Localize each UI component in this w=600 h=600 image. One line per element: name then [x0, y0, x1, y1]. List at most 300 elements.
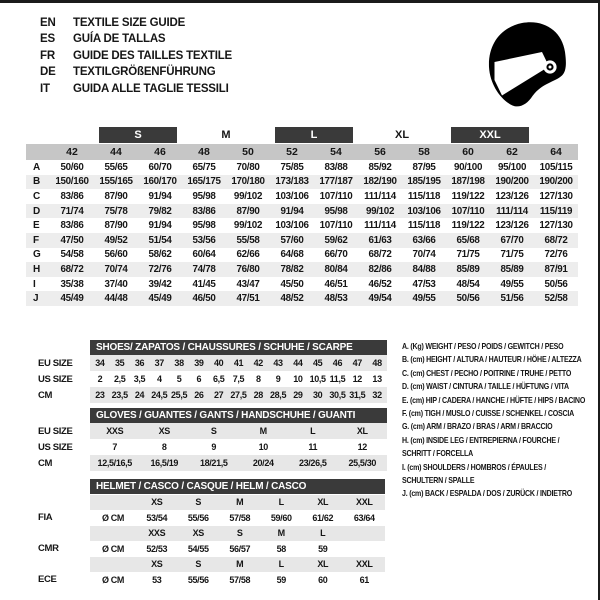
- shoes-cell: 48: [367, 355, 387, 371]
- measurement-cell: 49/52: [104, 234, 128, 246]
- measurement-row: [26, 218, 578, 233]
- size-number-cell: 52: [270, 144, 314, 160]
- measurement-cell: 83/86: [60, 190, 84, 202]
- measurement-cell: 84/88: [412, 263, 436, 275]
- shoes-cell: 10: [293, 374, 303, 384]
- measurement-cell: 182/190: [363, 176, 397, 188]
- shoes-cell: 37: [149, 355, 169, 371]
- language-row: [40, 64, 232, 80]
- helmet-size-cell: M: [219, 495, 261, 511]
- measurement-cell: 85/92: [368, 161, 392, 173]
- measurement-cell: 105/115: [539, 161, 573, 173]
- size-number-cell: 48: [182, 144, 226, 160]
- racing-helmet-icon: [486, 19, 570, 116]
- measurement-cell: 68/72: [368, 249, 392, 261]
- measurement-cell: 185/195: [407, 176, 441, 188]
- helmet-value-cell: 57/58: [229, 574, 251, 585]
- shoes-cell: 41: [229, 355, 249, 371]
- helmet-table: [28, 479, 385, 588]
- language-code: IT: [40, 82, 50, 95]
- size-group-label: M: [221, 129, 231, 141]
- language-code: EN: [40, 17, 56, 29]
- shoes-table: [28, 339, 387, 403]
- shoes-cell: 28: [248, 387, 268, 403]
- gloves-cell: 25,5/30: [338, 455, 388, 471]
- size-group-row: [26, 127, 578, 144]
- gloves-row: [28, 423, 387, 439]
- helmet-size-cell: M: [261, 526, 303, 542]
- gloves-cell: XS: [140, 423, 190, 439]
- helmet-size-cell: S: [178, 557, 220, 573]
- legend-line: SCHRITT / FORCELLA: [402, 448, 474, 459]
- shoes-cell: 24,5: [149, 387, 169, 403]
- measurement-cell: 123/126: [495, 190, 529, 202]
- measurement-cell: 37/40: [104, 278, 128, 290]
- measurement-cell: 58/62: [148, 249, 172, 261]
- helmet-value-row: [28, 572, 385, 588]
- shoes-cell: 39: [189, 355, 209, 371]
- measurement-cell: 82/86: [368, 263, 392, 275]
- helmet-value-cell: 59: [318, 543, 328, 554]
- spacer-cell: [534, 127, 578, 144]
- row-label: US SIZE: [28, 371, 90, 387]
- shoes-cell: 46: [328, 355, 348, 371]
- language-code: FR: [40, 49, 55, 62]
- language-row: [40, 15, 232, 31]
- measurement-cell: 50/56: [544, 278, 568, 290]
- legend-line: F. (cm) TIGH / MUSLO / CUISSE / SCHENKEL / COSCIA: [402, 408, 575, 419]
- legend-line: H. (cm) INSIDE LEG / ENTREPIERNA / FOURCHE /: [402, 434, 560, 445]
- measurement-cell: 79/82: [148, 205, 172, 217]
- size-number-cell: 44: [94, 144, 138, 160]
- size-group-cell: [358, 127, 446, 144]
- measurement-cell: 66/70: [324, 249, 348, 261]
- shoes-cell: 24: [130, 387, 150, 403]
- shoes-cell: 7,5: [232, 374, 245, 384]
- row-letter: D: [33, 205, 40, 217]
- size-number-cell: 54: [314, 144, 358, 160]
- helmet-size-cell: XXL: [344, 495, 386, 511]
- measurement-cell: 49/54: [368, 293, 392, 305]
- language-row: [40, 81, 232, 97]
- helmet-size-cell: XL: [302, 495, 344, 511]
- helmet-value-cell: 58: [276, 543, 286, 554]
- gloves-cell: 11: [308, 442, 318, 452]
- helmet-size-cell: XL: [302, 557, 344, 573]
- measurement-cell: 103/106: [275, 220, 309, 232]
- spacer-cell: [26, 127, 94, 144]
- measurement-cell: 35/38: [60, 278, 84, 290]
- size-group-cell: [270, 127, 358, 144]
- row-letter: C: [33, 190, 40, 202]
- gloves-cell: 16,5/19: [140, 455, 190, 471]
- measurement-cell: 75/78: [104, 205, 128, 217]
- measurement-cell: 51/54: [148, 234, 172, 246]
- spacer-cell: [28, 407, 90, 423]
- helmet-value-row: [28, 510, 385, 526]
- measurement-cell: 76/80: [236, 263, 260, 275]
- language-title: TEXTILE SIZE GUIDE: [73, 17, 186, 29]
- measurement-cell: 119/122: [451, 220, 485, 232]
- measurement-cell: 70/74: [412, 249, 436, 261]
- measurement-cell: 173/183: [275, 176, 309, 188]
- measurement-cell: 71/74: [60, 205, 84, 217]
- measurement-cell: 48/52: [280, 293, 304, 305]
- measurement-cell: 60/70: [148, 161, 172, 173]
- shoes-row: [28, 355, 387, 371]
- measurement-cell: 87/95: [412, 161, 436, 173]
- measurement-cell: 57/60: [280, 234, 304, 246]
- measurement-legend: [402, 340, 598, 501]
- gloves-cell: 8: [161, 442, 167, 452]
- row-letter: J: [33, 293, 39, 305]
- measurement-cell: 78/82: [280, 263, 304, 275]
- language-code: ES: [40, 33, 55, 46]
- shoes-title-cell: [90, 339, 387, 355]
- measurement-cell: 127/130: [539, 220, 573, 232]
- measurement-row: [26, 175, 578, 190]
- measurement-cell: 160/170: [143, 176, 177, 188]
- helmet-value-cell: [344, 541, 386, 557]
- measurement-cell: 43/47: [236, 278, 260, 290]
- textile-size-table: [26, 127, 578, 306]
- helmet-value-cell: 56/57: [229, 543, 251, 554]
- measurement-row: [26, 160, 578, 175]
- shoes-cell: 5: [176, 374, 182, 384]
- diameter-unit: Ø CM: [101, 574, 125, 585]
- language-title: TEXTILGRÖßENFÜHRUNG: [73, 66, 216, 79]
- spacer-cell: [90, 557, 136, 573]
- measurement-cell: 177/187: [319, 176, 353, 188]
- measurement-cell: 99/102: [233, 220, 263, 232]
- gloves-cell: 10: [258, 442, 268, 452]
- diameter-unit: Ø CM: [101, 543, 125, 554]
- helmet-size-cell: XXL: [344, 557, 386, 573]
- row-label: US SIZE: [28, 439, 90, 455]
- helmet-title-row: [28, 479, 385, 495]
- measurement-cell: 103/106: [407, 205, 441, 217]
- legend-line: G. (cm) ARM / BRAZO / BRAS / ARM / BRACCIO: [402, 421, 553, 432]
- measurement-cell: 90/100: [453, 161, 483, 173]
- row-label: EU SIZE: [28, 355, 90, 371]
- gloves-cell: 12,5/16,5: [90, 455, 140, 471]
- size-group-cell: [446, 127, 534, 144]
- measurement-cell: 72/76: [544, 249, 568, 261]
- measurement-cell: 111/114: [364, 220, 396, 232]
- measurement-cell: 107/110: [319, 220, 353, 232]
- measurement-row: [26, 248, 578, 263]
- shoes-cell: 30,5: [328, 387, 348, 403]
- gloves-cell: L: [288, 423, 338, 439]
- helmet-size-cell: XXS: [136, 526, 178, 542]
- measurement-cell: 111/114: [364, 190, 396, 202]
- gloves-cell: XXS: [90, 423, 140, 439]
- gloves-title-row: [28, 407, 387, 423]
- measurement-cell: 71/75: [500, 249, 524, 261]
- measurement-cell: 45/49: [60, 293, 84, 305]
- helmet-value-cell: 54/55: [187, 543, 209, 554]
- shoes-cell: 31,5: [347, 387, 367, 403]
- measurement-cell: 64/68: [280, 249, 304, 261]
- measurement-row: [26, 189, 578, 204]
- size-number-cell: 42: [50, 144, 94, 160]
- measurement-cell: 49/55: [500, 278, 524, 290]
- measurement-cell: 165/175: [187, 176, 221, 188]
- shoes-cell: 2,5: [113, 374, 126, 384]
- helmet-value-cell: 52/53: [146, 543, 168, 554]
- shoes-cell: 6: [196, 374, 202, 384]
- spacer-cell: [28, 526, 90, 542]
- shoes-cell: 2: [97, 374, 103, 384]
- size-number-cell: 62: [490, 144, 534, 160]
- measurement-cell: 87/91: [544, 263, 568, 275]
- measurement-cell: 91/94: [148, 190, 172, 202]
- measurement-cell: 95/98: [192, 190, 216, 202]
- gloves-title: GLOVES / GUANTES / GANTS / HANDSCHUHE / GUANTI: [90, 408, 387, 423]
- shoes-cell: 12: [352, 374, 362, 384]
- measurement-cell: 95/98: [324, 205, 348, 217]
- measurement-cell: 47/51: [236, 293, 260, 305]
- legend-line: J. (cm) BACK / ESPALDA / DOS / ZURÜCK / INDIETRO: [402, 488, 573, 499]
- helmet-size-cell: L: [261, 557, 303, 573]
- corner-cell: [26, 144, 50, 160]
- measurement-cell: 56/60: [104, 249, 128, 261]
- gloves-row: [28, 439, 387, 455]
- measurement-cell: 91/94: [280, 205, 304, 217]
- helmet-value-cell: 61/62: [312, 512, 334, 523]
- measurement-cell: 53/56: [192, 234, 216, 246]
- spacer-cell: [28, 495, 90, 511]
- helmet-value-cell: 55/56: [187, 574, 209, 585]
- measurement-cell: 83/86: [192, 205, 216, 217]
- row-label: EU SIZE: [28, 423, 90, 439]
- shoes-cell: 32: [367, 387, 387, 403]
- helmet-size-cell: XS: [136, 557, 178, 573]
- measurement-cell: 87/90: [104, 220, 128, 232]
- size-group-label: XL: [395, 129, 410, 141]
- spacer-cell: [28, 557, 90, 573]
- shoes-cell: 8: [255, 374, 261, 384]
- size-number-row: [26, 144, 578, 160]
- shoes-cell: 3,5: [133, 374, 146, 384]
- gloves-cell: M: [239, 423, 289, 439]
- measurement-cell: 123/126: [495, 220, 529, 232]
- gloves-title-cell: [90, 407, 387, 423]
- shoes-cell: 6,5: [212, 374, 225, 384]
- shoes-cell: 34: [90, 355, 110, 371]
- shoes-cell: 9: [275, 374, 281, 384]
- measurement-cell: 155/165: [99, 176, 133, 188]
- measurement-cell: 51/56: [500, 293, 524, 305]
- standard-label: FIA: [28, 510, 90, 526]
- size-group-band: XXL: [451, 127, 529, 143]
- measurement-cell: 46/51: [324, 278, 348, 290]
- measurement-cell: 60/64: [192, 249, 216, 261]
- measurement-cell: 91/94: [148, 220, 172, 232]
- measurement-row: [26, 277, 578, 292]
- legend-line: B. (cm) HEIGHT / ALTURA / HAUTEUR / HÖHE / ALTEZZA: [402, 354, 582, 365]
- measurement-cell: 83/86: [60, 220, 84, 232]
- measurement-cell: 63/66: [412, 234, 436, 246]
- helmet-value-cell: 55/56: [187, 512, 209, 523]
- shoes-cell: 36: [130, 355, 150, 371]
- gloves-cell: XL: [338, 423, 388, 439]
- shoes-cell: 28,5: [268, 387, 288, 403]
- spacer-cell: [28, 479, 90, 495]
- language-list: [40, 15, 232, 97]
- shoes-cell: 26: [189, 387, 209, 403]
- legend-line: D. (cm) WAIST / CINTURA / TAILLE / HÜFTUNG / VITA: [402, 381, 569, 392]
- measurement-cell: 67/70: [500, 234, 524, 246]
- language-row: [40, 31, 232, 47]
- gloves-cell: S: [189, 423, 239, 439]
- measurement-cell: 190/200: [495, 176, 529, 188]
- standard-label: ECE: [28, 572, 90, 588]
- helmet-value-cell: 60: [318, 574, 328, 585]
- row-letter: F: [33, 234, 39, 246]
- measurement-cell: 85/89: [456, 263, 480, 275]
- measurement-cell: 55/58: [236, 234, 260, 246]
- legend-line: SCHULTERN / SPALLE: [402, 475, 475, 486]
- measurement-cell: 47/53: [412, 278, 436, 290]
- measurement-cell: 68/72: [544, 234, 568, 246]
- helmet-title: HELMET / CASCO / CASQUE / HELM / CASCO: [90, 479, 385, 494]
- measurement-cell: 52/58: [544, 293, 568, 305]
- helmet-size-cell: L: [302, 526, 344, 542]
- size-number-cell: 64: [534, 144, 578, 160]
- measurement-cell: 39/42: [148, 278, 172, 290]
- measurement-cell: 80/84: [324, 263, 348, 275]
- helmet-size-row: [28, 557, 385, 573]
- measurement-cell: 71/75: [456, 249, 480, 261]
- shoes-cell: 44: [288, 355, 308, 371]
- size-group-cell: [182, 127, 270, 144]
- measurement-cell: 70/74: [104, 263, 128, 275]
- gloves-cell: 9: [211, 442, 217, 452]
- measurement-cell: 111/114: [496, 205, 528, 217]
- measurement-cell: 48/53: [324, 293, 348, 305]
- helmet-value-cell: 57/58: [229, 512, 251, 523]
- measurement-cell: 190/200: [539, 176, 573, 188]
- measurement-cell: 150/160: [55, 176, 89, 188]
- measurement-cell: 54/58: [60, 249, 84, 261]
- shoes-cell: 25,5: [169, 387, 189, 403]
- measurement-cell: 85/89: [500, 263, 524, 275]
- helmet-value-cell: 61: [359, 574, 369, 585]
- shoes-cell: 38: [169, 355, 189, 371]
- measurement-row: [26, 291, 578, 306]
- shoes-cell: 23: [90, 387, 110, 403]
- language-title: GUÍA DE TALLAS: [73, 33, 166, 46]
- measurement-cell: 107/110: [451, 205, 485, 217]
- helmet-value-cell: 53/54: [146, 512, 168, 523]
- gloves-table: [28, 407, 387, 471]
- measurement-cell: 187/198: [451, 176, 485, 188]
- shoes-title: SHOES/ ZAPATOS / CHAUSSURES / SCHUHE / SCARPE: [90, 340, 387, 355]
- measurement-cell: 47/50: [60, 234, 84, 246]
- size-group-band: L: [275, 127, 353, 143]
- size-number-cell: 50: [226, 144, 270, 160]
- measurement-cell: 65/75: [192, 161, 216, 173]
- measurement-cell: 83/88: [324, 161, 348, 173]
- shoes-cell: 43: [268, 355, 288, 371]
- size-number-cell: 60: [446, 144, 490, 160]
- measurement-cell: 70/80: [236, 161, 260, 173]
- spacer-cell: [90, 526, 136, 542]
- measurement-cell: 115/118: [407, 220, 441, 232]
- helmet-size-cell: S: [178, 495, 220, 511]
- helmet-size-cell: S: [219, 526, 261, 542]
- row-letter: B: [33, 176, 40, 188]
- spacer-cell: [28, 339, 90, 355]
- measurement-cell: 50/56: [456, 293, 480, 305]
- shoes-cell: 10,5: [309, 374, 326, 384]
- helmet-size-cell: XS: [136, 495, 178, 511]
- size-number-cell: 46: [138, 144, 182, 160]
- helmet-value-cell: 59: [276, 574, 286, 585]
- legend-line: E. (cm) HIP / CADERA / HANCHE / HÜFTE / HIPS / BACINO: [402, 394, 586, 405]
- measurement-cell: 87/90: [236, 205, 260, 217]
- measurement-cell: 48/54: [456, 278, 480, 290]
- size-group-band: S: [99, 127, 177, 143]
- measurement-cell: 50/60: [60, 161, 84, 173]
- measurement-cell: 119/122: [451, 190, 485, 202]
- measurement-cell: 62/66: [236, 249, 260, 261]
- gloves-cell: 23/26,5: [288, 455, 338, 471]
- row-letter: G: [33, 249, 41, 261]
- measurement-cell: 45/49: [148, 293, 172, 305]
- legend-line: C. (cm) CHEST / PECHO / POITRINE / TRUHE / PETTO: [402, 367, 572, 378]
- helmet-size-cell: [344, 526, 386, 542]
- measurement-cell: 95/98: [192, 220, 216, 232]
- shoes-cell: 47: [347, 355, 367, 371]
- measurement-cell: 127/130: [539, 190, 573, 202]
- helmet-size-cell: M: [219, 557, 261, 573]
- shoes-cell: 23,5: [110, 387, 130, 403]
- shoes-cell: 42: [248, 355, 268, 371]
- size-number-cell: 56: [358, 144, 402, 160]
- measurement-cell: 95/100: [497, 161, 527, 173]
- standard-label: CMR: [28, 541, 90, 557]
- helmet-size-row: [28, 495, 385, 511]
- shoes-cell: 45: [308, 355, 328, 371]
- shoes-cell: 27,5: [229, 387, 249, 403]
- shoes-cell: 30: [308, 387, 328, 403]
- helmet-size-cell: L: [261, 495, 303, 511]
- legend-line: A. (Kg) WEIGHT / PESO / POIDS / GEWITCH / PESO: [402, 341, 564, 351]
- measurement-cell: 65/68: [456, 234, 480, 246]
- spacer-cell: [90, 495, 136, 511]
- measurement-cell: 44/48: [104, 293, 128, 305]
- shoes-row: [28, 371, 387, 387]
- shoes-cell: 11,5: [329, 374, 346, 384]
- measurement-cell: 68/72: [60, 263, 84, 275]
- language-title: GUIDA ALLE TAGLIE TESSILI: [73, 82, 229, 95]
- measurement-row: [26, 233, 578, 248]
- measurement-cell: 59/62: [324, 234, 348, 246]
- shoes-cell: 4: [156, 374, 162, 384]
- diameter-unit: Ø CM: [101, 512, 125, 523]
- measurement-cell: 46/50: [192, 293, 216, 305]
- shoes-title-row: [28, 339, 387, 355]
- shoes-cell: 13: [372, 374, 382, 384]
- measurement-cell: 46/52: [368, 278, 392, 290]
- language-code: DE: [40, 66, 56, 79]
- language-title: GUIDE DES TAILLES TEXTILE: [73, 49, 232, 62]
- measurement-cell: 87/90: [104, 190, 128, 202]
- measurement-cell: 55/65: [104, 161, 128, 173]
- row-letter: E: [33, 220, 40, 232]
